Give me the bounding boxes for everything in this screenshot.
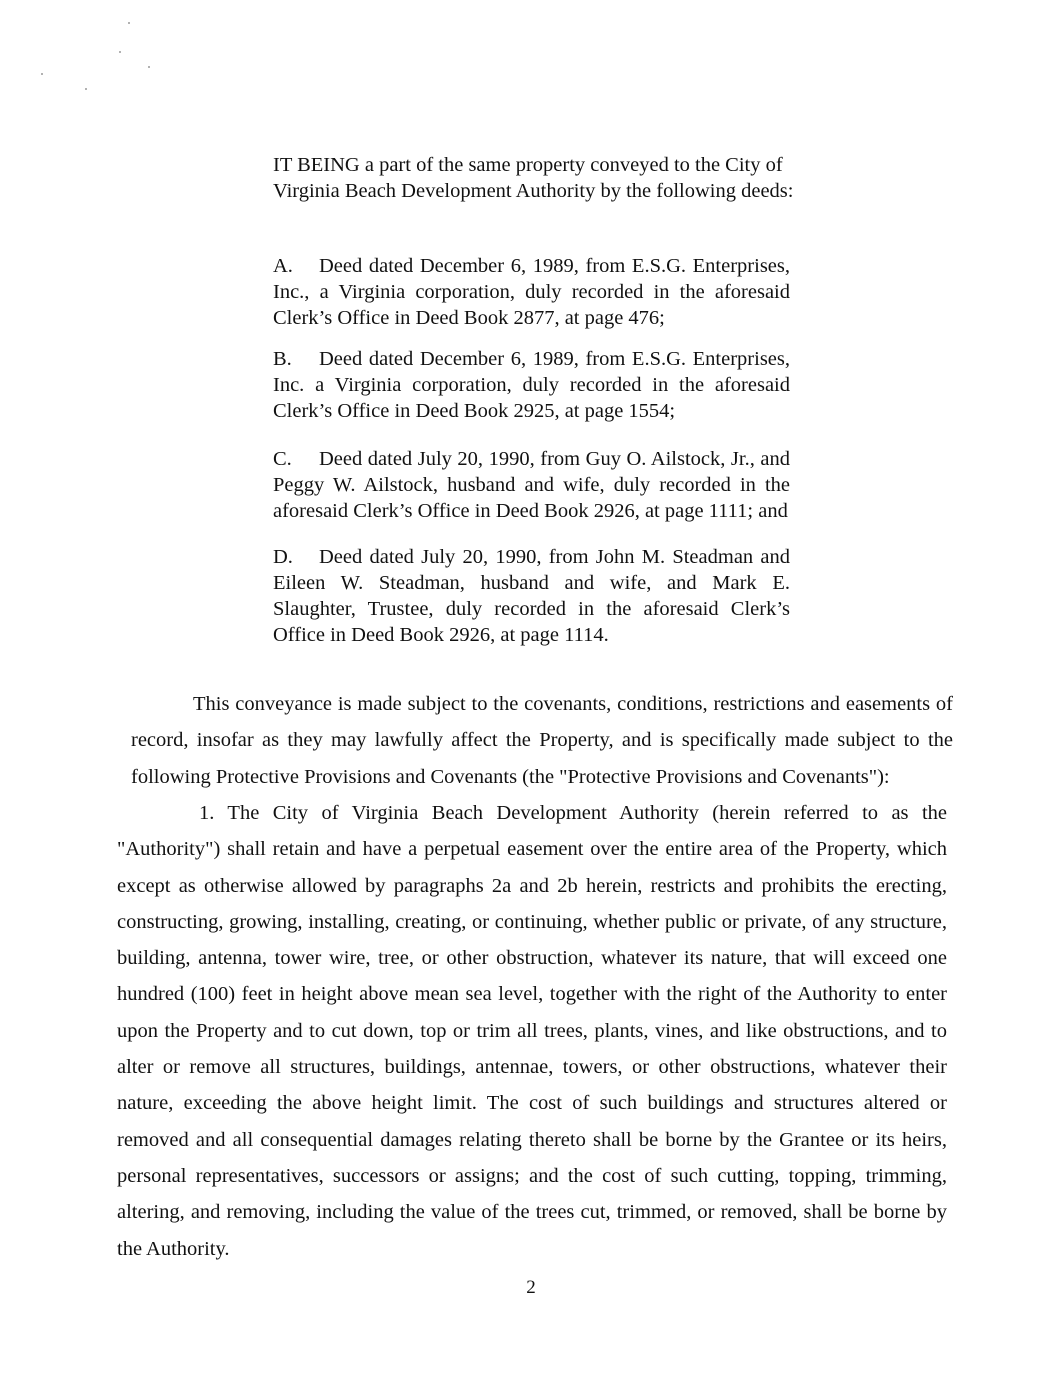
deed-text: Deed dated December 6, 1989, from E.S.G. Enterprises, Inc., a Virginia corporation, duly recorded in the aforesaid Clerk’s Office in Deed Book 2877, at page 476; bbox=[273, 255, 790, 329]
deed-letter: B. bbox=[273, 348, 292, 370]
deed-item-b bbox=[273, 346, 790, 424]
scan-speck bbox=[41, 73, 43, 75]
scan-speck bbox=[148, 66, 150, 68]
deed-letter: C. bbox=[273, 448, 292, 470]
scan-speck bbox=[85, 88, 87, 90]
deed-item-a bbox=[273, 253, 790, 331]
page-number: 2 bbox=[526, 1277, 536, 1298]
scan-speck bbox=[119, 51, 121, 53]
provision-one-paragraph: 1. The City of Virginia Beach Development Authority (herein referred to as the "Authority") shall retain and have a perpetual easement over the entire area of the Property, which except as otherwise allowed by paragraphs 2a and 2b herein, restricts and prohibits the erecting, constructing, growing, installing, creating, or continuing, whether public or private, of any structure, building, antenna, tower wire, tree, or other obstruction, whatever its nature, that will exceed one hundred (100) feet in height above mean sea level, together with the right of the Authority to enter upon the Property and to cut down, top or trim all trees, plants, vines, and like obstructions, and to alter or remove all structures, buildings, antennae, towers, or other obstructions, whatever their nature, exceeding the above height limit. The cost of such buildings and structures altered or removed and all consequential damages relating thereto shall be borne by the Grantee or its heirs, personal representatives, successors or assigns; and the cost of such cutting, topping, trimming, altering, and removing, including the value of the trees cut, trimmed, or removed, shall be borne by the Authority. bbox=[117, 802, 947, 1260]
deed-text: Deed dated December 6, 1989, from E.S.G. Enterprises, Inc. a Virginia corporation, duly recorded in the aforesaid Clerk’s Office in Deed Book 2925, at page 1554; bbox=[273, 348, 790, 422]
deed-item-d bbox=[273, 544, 790, 648]
deed-letter: A. bbox=[273, 255, 293, 277]
scan-speck bbox=[128, 22, 130, 24]
deed-text: Deed dated July 20, 1990, from Guy O. Ailstock, Jr., and Peggy W. Ailstock, husband and wife, duly recorded in the aforesaid Clerk’s Office in Deed Book 2926, at page 1111; and bbox=[273, 448, 790, 522]
intro-paragraph: IT BEING a part of the same property conveyed to the City of Virginia Beach Development Authority by the following deeds: bbox=[273, 154, 794, 202]
deed-item-c bbox=[273, 446, 790, 524]
deed-letter: D. bbox=[273, 546, 293, 568]
conveyance-paragraph: This conveyance is made subject to the covenants, conditions, restrictions and easements of record, insofar as they may lawfully affect the Property, and is specifically made subject to the following Protective Provisions and Covenants (the "Protective Provisions and Covenants"): bbox=[131, 693, 953, 788]
deed-text: Deed dated July 20, 1990, from John M. Steadman and Eileen W. Steadman, husband and wife, and Mark E. Slaughter, Trustee, duly recorded in the aforesaid Clerk’s Office in Deed Book 2926, at page 1114. bbox=[273, 546, 790, 646]
